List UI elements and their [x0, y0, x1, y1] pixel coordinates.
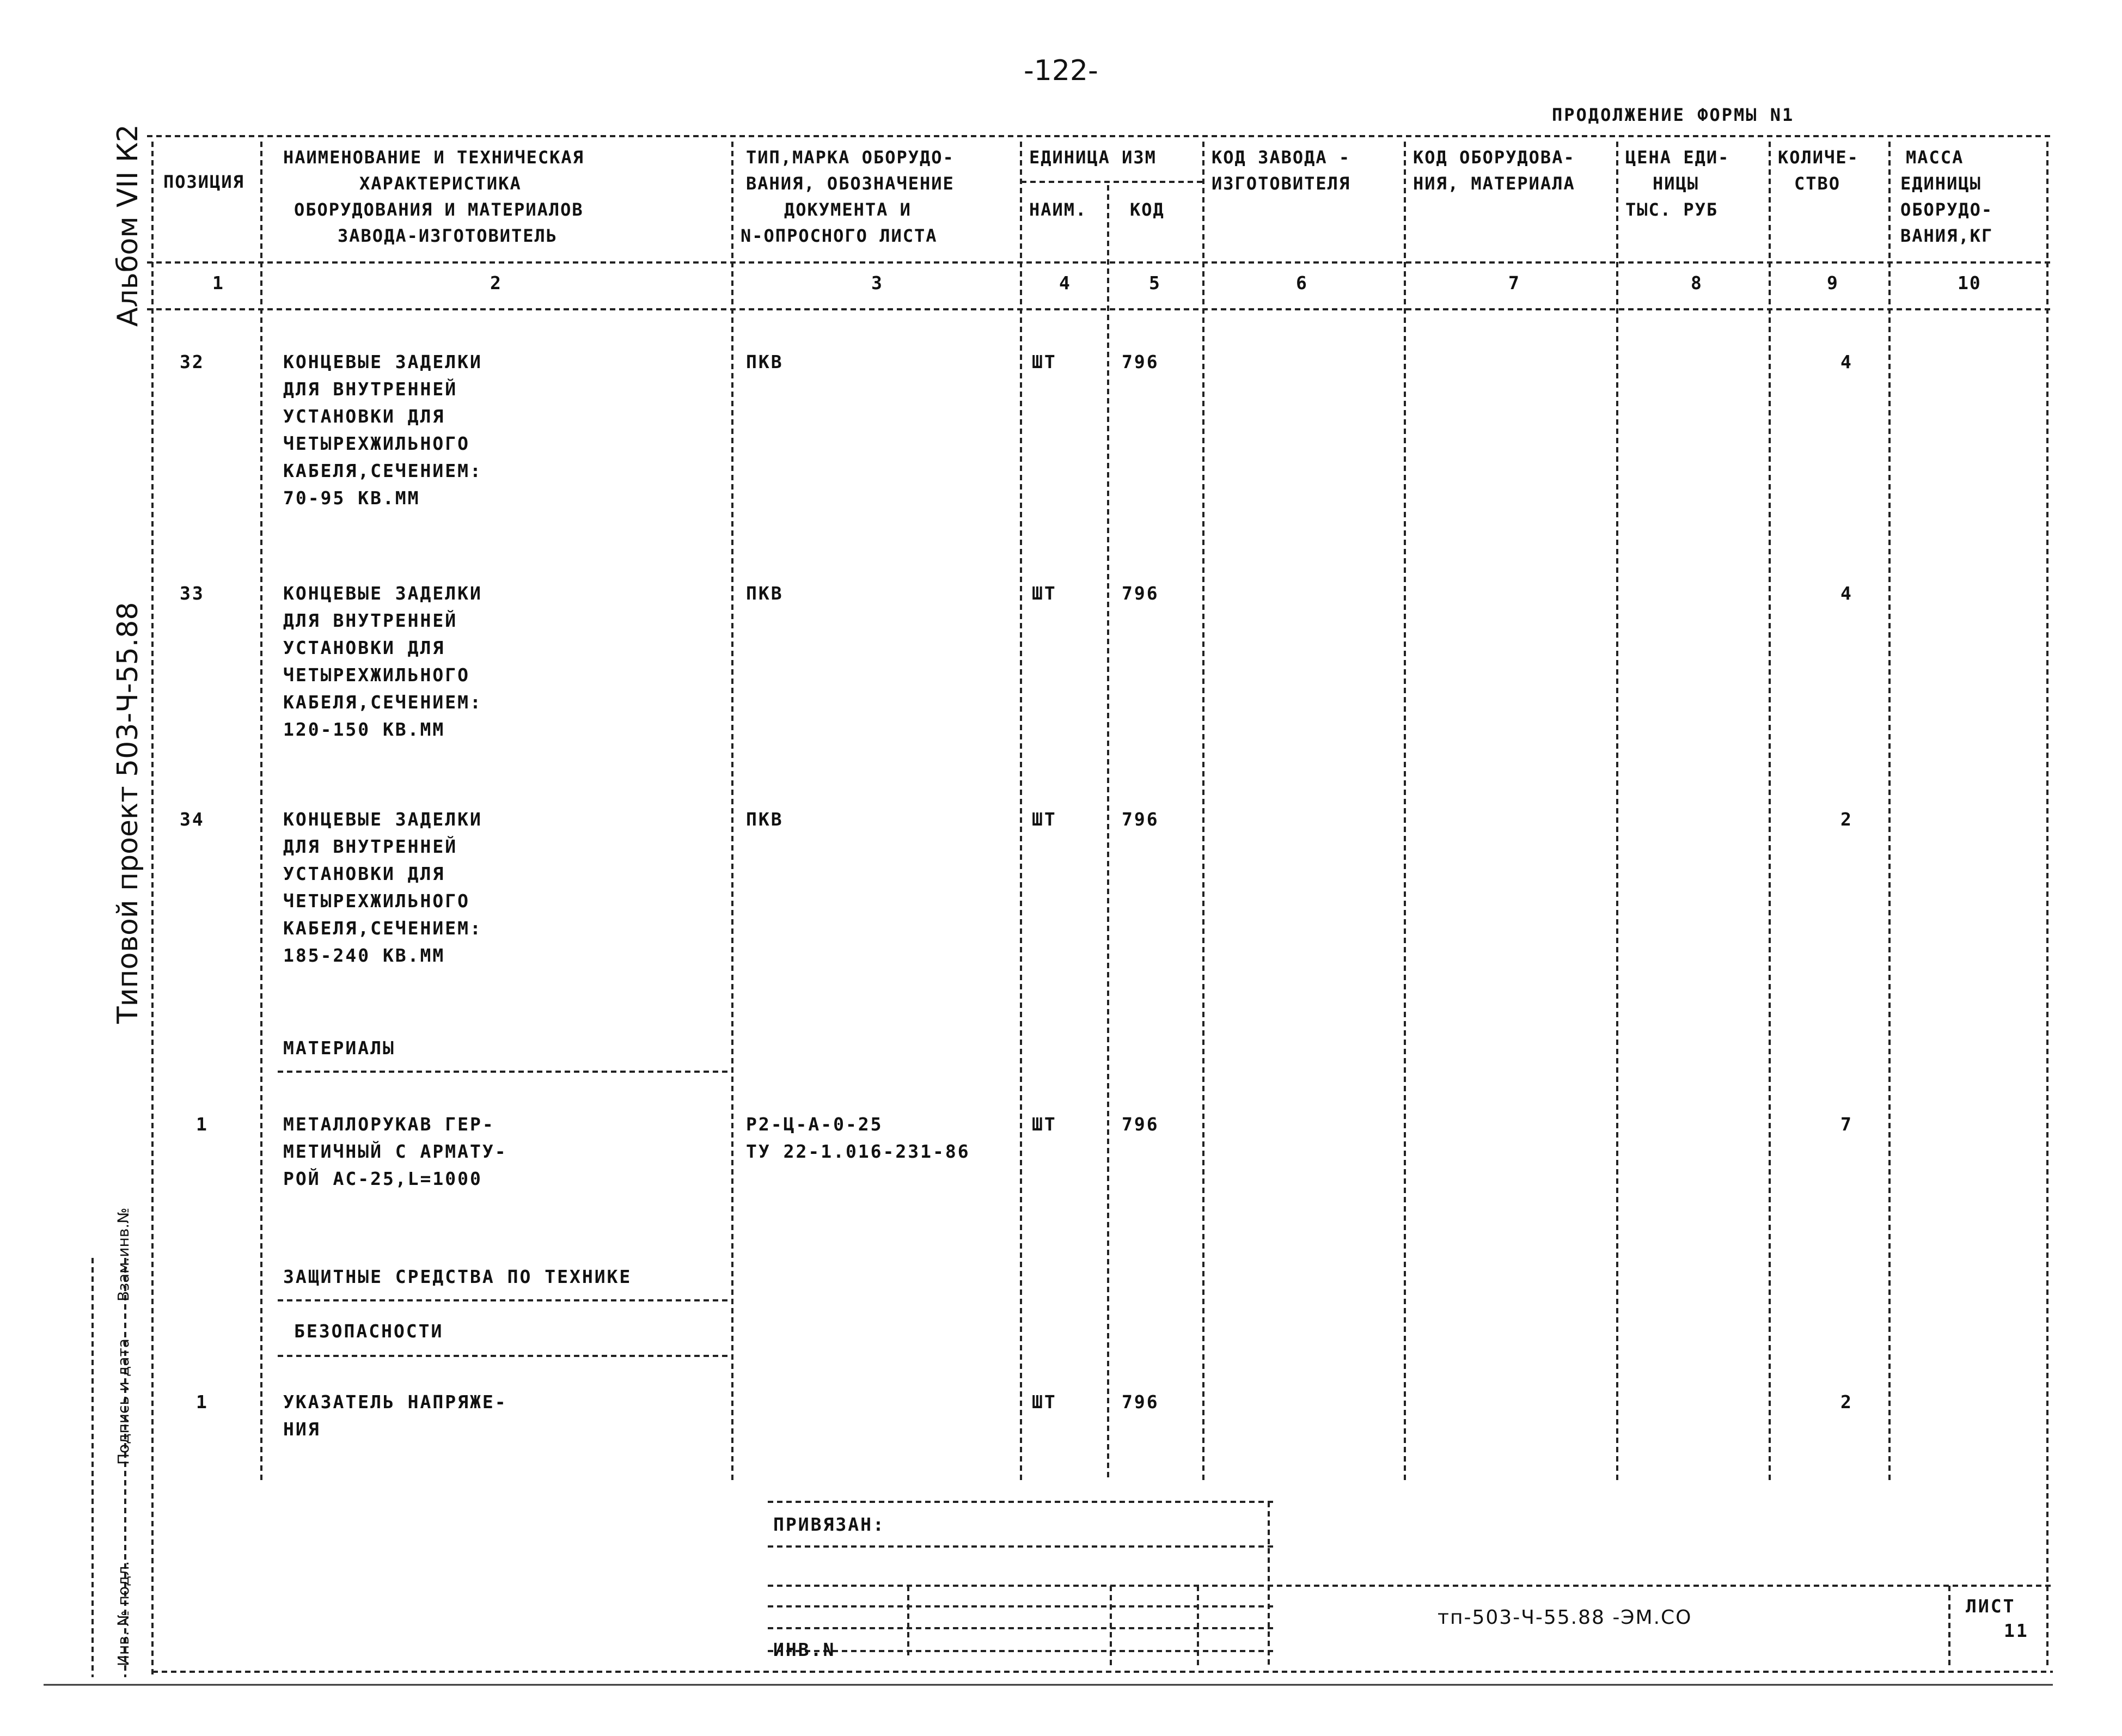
row-metal-name-line-2: МЕТИЧНЫЙ С АРМАТУ-	[283, 1141, 507, 1162]
section-materials: МАТЕРИАЛЫ	[283, 1037, 395, 1059]
header-col-2-line-1: НАИМЕНОВАНИЕ И ТЕХНИЧЕСКАЯ	[283, 147, 584, 168]
header-col-8-line-3: ТЫС. РУБ	[1625, 199, 1719, 220]
row-34-name-line-2: ДЛЯ ВНУТРЕННЕЙ	[283, 836, 458, 857]
header-col-4: НАИМ.	[1029, 199, 1087, 220]
col-num-5: 5	[1149, 272, 1161, 294]
side-inv-label: Инв. № подл.	[114, 1561, 132, 1666]
row-metal-name-line-1: МЕТАЛЛОРУКАВ ГЕР-	[283, 1114, 495, 1135]
header-col-6-line-1: КОД ЗАВОДА -	[1212, 147, 1351, 168]
col-num-6: 6	[1296, 272, 1308, 294]
col-num-9: 9	[1827, 272, 1839, 294]
row-32-unit-code: 796	[1122, 351, 1159, 372]
col-num-10: 10	[1958, 272, 1982, 294]
row-32-name-line-5: КАБЕЛЯ,СЕЧЕНИЕМ:	[283, 460, 482, 481]
stamp-sheet-label: ЛИСТ	[1966, 1596, 2016, 1617]
header-col-9-line-2: СТВО	[1794, 173, 1841, 194]
row-33-quantity: 4	[1840, 583, 1853, 604]
row-34-name-line-4: ЧЕТЫРЕХЖИЛЬНОГО	[283, 890, 470, 912]
col-num-4: 4	[1059, 272, 1071, 294]
header-col-10-line-2: ЕДИНИЦЫ	[1900, 173, 1982, 194]
side-podpis-label: Подпись и дата	[114, 1338, 132, 1465]
row-34-name-line-6: 185-240 КВ.ММ	[283, 945, 445, 966]
row-32-quantity: 4	[1840, 351, 1853, 372]
row-33-name-line-1: КОНЦЕВЫЕ ЗАДЕЛКИ	[283, 583, 482, 604]
row-33-name-line-6: 120-150 КВ.ММ	[283, 719, 445, 740]
row-34-position: 34	[180, 809, 205, 830]
header-col-3-line-1: ТИП,МАРКА ОБОРУДО-	[746, 147, 955, 168]
col-num-2: 2	[490, 272, 502, 294]
row-metal-name-line-3: РОЙ АС-25,L=1000	[283, 1168, 482, 1189]
row-metal-unit: ШТ	[1032, 1114, 1057, 1135]
header-col-3-line-2: ВАНИЯ, ОБОЗНАЧЕНИЕ	[746, 173, 955, 194]
row-33-name-line-2: ДЛЯ ВНУТРЕННЕЙ	[283, 610, 458, 631]
header-col-7-line-2: НИЯ, МАТЕРИАЛА	[1413, 173, 1575, 194]
row-33-name-line-5: КАБЕЛЯ,СЕЧЕНИЕМ:	[283, 692, 482, 713]
header-col-5: КОД	[1130, 199, 1165, 220]
row-32-name-line-3: УСТАНОВКИ ДЛЯ	[283, 406, 445, 427]
header-col-8-line-1: ЦЕНА ЕДИ-	[1625, 147, 1730, 168]
row-33-unit-code: 796	[1122, 583, 1159, 604]
row-32-type: ПКВ	[746, 351, 784, 372]
section-safety-line-2: БЕЗОПАСНОСТИ	[294, 1321, 444, 1342]
row-34-unit-code: 796	[1122, 809, 1159, 830]
header-col-10-line-1: МАССА	[1906, 147, 1964, 168]
header-col-7-line-1: КОД ОБОРУДОВА-	[1413, 147, 1575, 168]
header-col-9-line-1: КОЛИЧЕ-	[1778, 147, 1859, 168]
section-safety-line-1: ЗАЩИТНЫЕ СРЕДСТВА ПО ТЕХНИКЕ	[283, 1266, 632, 1287]
row-metal-type-line-1: Р2-Ц-А-0-25	[746, 1114, 883, 1135]
row-indicator-unit: ШТ	[1032, 1391, 1057, 1413]
col-num-7: 7	[1508, 272, 1520, 294]
header-unit: ЕДИНИЦА ИЗМ	[1029, 147, 1157, 168]
side-vzam-label: Взам.инв.№	[114, 1207, 132, 1301]
row-metal-quantity: 7	[1840, 1114, 1853, 1135]
stamp-doc-code: тп-503-Ч-55.88 -ЭМ.СО	[1438, 1606, 1692, 1629]
row-32-unit: ШТ	[1032, 351, 1057, 372]
header-col-3-line-3: ДОКУМЕНТА И	[784, 199, 912, 220]
header-col-3-line-4: N-ОПРОСНОГО ЛИСТА	[741, 225, 938, 246]
stamp-sheet-number: 11	[2004, 1620, 2029, 1641]
col-num-3: 3	[871, 272, 883, 294]
row-33-name-line-4: ЧЕТЫРЕХЖИЛЬНОГО	[283, 664, 470, 686]
header-col-10-line-4: ВАНИЯ,КГ	[1900, 225, 1993, 246]
col-num-8: 8	[1691, 272, 1703, 294]
row-33-type: ПКВ	[746, 583, 784, 604]
header-col-2-line-2: ХАРАКТЕРИСТИКА	[359, 173, 522, 194]
header-col-6-line-2: ИЗГОТОВИТЕЛЯ	[1212, 173, 1351, 194]
row-34-type: ПКВ	[746, 809, 784, 830]
row-32-name-line-1: КОНЦЕВЫЕ ЗАДЕЛКИ	[283, 351, 482, 372]
header-col-1: ПОЗИЦИЯ	[163, 172, 244, 192]
side-project-label: Типовой проект 503-Ч-55.88	[112, 602, 144, 1024]
row-32-name-line-6: 70-95 КВ.ММ	[283, 487, 420, 509]
row-indicator-name-line-1: УКАЗАТЕЛЬ НАПРЯЖЕ-	[283, 1391, 507, 1413]
row-34-unit: ШТ	[1032, 809, 1057, 830]
row-32-name-line-4: ЧЕТЫРЕХЖИЛЬНОГО	[283, 433, 470, 454]
row-32-position: 32	[180, 351, 205, 372]
row-metal-type-line-2: ТУ 22-1.016-231-86	[746, 1141, 970, 1162]
row-metal-position: 1	[196, 1114, 209, 1135]
continuation-label: ПРОДОЛЖЕНИЕ ФОРМЫ N1	[1552, 105, 1795, 125]
col-num-1: 1	[212, 272, 224, 294]
stamp-inv-n: ИНВ.N	[773, 1639, 836, 1660]
header-col-2-line-3: ОБОРУДОВАНИЯ И МАТЕРИАЛОВ	[294, 199, 584, 220]
row-33-name-line-3: УСТАНОВКИ ДЛЯ	[283, 637, 445, 658]
row-33-unit: ШТ	[1032, 583, 1057, 604]
row-indicator-quantity: 2	[1840, 1391, 1853, 1413]
row-33-position: 33	[180, 583, 205, 604]
row-indicator-position: 1	[196, 1391, 209, 1413]
row-32-name-line-2: ДЛЯ ВНУТРЕННЕЙ	[283, 378, 458, 400]
row-34-quantity: 2	[1840, 809, 1853, 830]
side-album-label: Альбом VII К2	[112, 124, 144, 327]
stamp-privyazan: ПРИВЯЗАН:	[773, 1514, 885, 1535]
row-indicator-unit-code: 796	[1122, 1391, 1159, 1413]
row-indicator-name-line-2: НИЯ	[283, 1419, 321, 1440]
header-col-10-line-3: ОБОРУДО-	[1900, 199, 1993, 220]
row-34-name-line-3: УСТАНОВКИ ДЛЯ	[283, 863, 445, 884]
row-metal-unit-code: 796	[1122, 1114, 1159, 1135]
row-34-name-line-1: КОНЦЕВЫЕ ЗАДЕЛКИ	[283, 809, 482, 830]
row-34-name-line-5: КАБЕЛЯ,СЕЧЕНИЕМ:	[283, 918, 482, 939]
header-col-2-line-4: ЗАВОДА-ИЗГОТОВИТЕЛЬ	[338, 225, 558, 246]
page-number: -122-	[1024, 54, 1098, 87]
header-col-8-line-2: НИЦЫ	[1653, 173, 1699, 194]
